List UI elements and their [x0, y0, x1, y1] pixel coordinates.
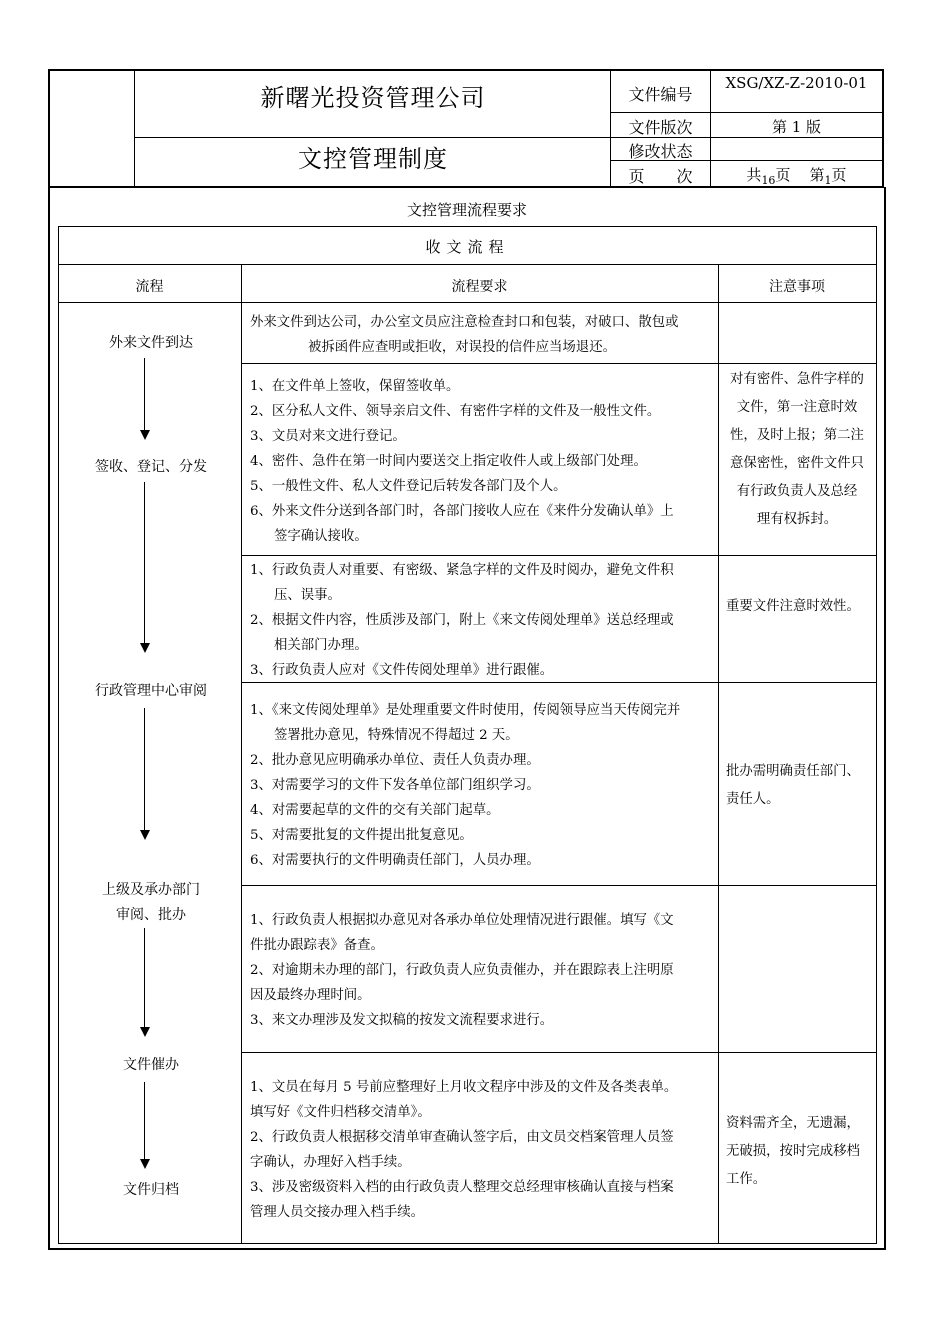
meta-label-revision: 修改状态: [628, 142, 693, 161]
note-row-4: 批办需明确责任部门、 责任人。: [726, 764, 860, 807]
meta-label-page: 页 次: [628, 167, 693, 186]
note-row-3: 重要文件注意时效性。: [726, 599, 860, 614]
sub-title: 收文流程: [425, 238, 510, 256]
requirements-row-2: 1、在文件单上签收，保留签收单。 2、区分私人文件、领导亲启文件、有密件字样的文件及一般性文件。 3、文员对来文进行登记。 4、密件、急件在第一时间内要送交上指定收件人或上级部门处理。 5、一般性文件、私人文件登记后转发各部门及个人。 6、外来文件分送到各部门时，各部门接收人应在《来件分发确认单》上 签字确认接收。: [250, 379, 674, 544]
meta-value-page: 共$_{16}$页 第$_1$页: [746, 166, 847, 187]
requirements-row-5: 1、行政负责人根据拟办意见对各承办单位处理情况进行跟催。填写《文 件批办跟踪表》备查。 2、对逾期未办理的部门，行政负责人应负责催办，并在跟踪表上注明原 因及最终办理时间。 3、来文办理涉及发文拟稿的按发文流程要求进行。: [250, 913, 674, 1028]
flow-step-admin-review: 行政管理中心审阅: [95, 683, 207, 699]
note-row-6: 资料需齐全，无遗漏， 无破损，按时完成移档 工作。: [726, 1116, 860, 1187]
requirements-row-1: 外来文件到达公司，办公室文员应注意检查封口和包装，对破口、散包或 被拆函件应查明或拒收，对误投的信件应当场退还。: [250, 315, 679, 355]
flow-step-archive: 文件归档: [123, 1182, 179, 1198]
column-header-requirements: 流程要求: [451, 279, 508, 295]
flow-step-superior-dept: 上级及承办部门: [102, 882, 200, 898]
company-name: 新曙光投资管理公司: [260, 84, 486, 112]
note-row-2: 对有密件、急件字样的 文件，第一注意时效 性，及时上报；第二注 意保密性，密件文件只 有行政负责人及总经 理有权拆封。: [730, 372, 864, 527]
requirements-row-4: 1、《来文传阅处理单》是处理重要文件时使用，传阅领导应当天传阅完并 签署批办意见，特殊情况不得超过 2 天。 2、批办意见应明确承办单位、责任人负责办理。 3、对需要学习的文件下发各单位部门组织学习。 4、对需要起草的文件的交有关部门起草。 5、对需要批复的文件提出批复意见。 6、对需要执行的文件明确责任部门，人员办理。: [250, 703, 681, 868]
flow-step-signing: 签收、登记、分发: [95, 459, 207, 475]
document-title: 文控管理制度: [298, 145, 448, 173]
column-header-flow: 流程: [135, 279, 164, 295]
meta-value-doc-number: XSG/XZ-Z-2010-01: [725, 74, 868, 92]
flow-step-arrival: 外来文件到达: [109, 335, 193, 351]
meta-value-edition: 第 1 版: [771, 118, 822, 136]
flow-step-approval: 审阅、批办: [116, 907, 186, 923]
requirements-row-6: 1、文员在每月 5 号前应整理好上月收文程序中涉及的文件及各类表单。 填写好《文件归档移交清单》。 2、行政负责人根据移交清单审查确认签字后，由文员交档案管理人员签 字确认，办理好入档手续。 3、涉及密级资料入档的由行政负责人整理交总经理审核确认直接与档案 管理人员交接办理入档手续。: [250, 1080, 678, 1220]
flow-step-follow-up: 文件催办: [123, 1057, 179, 1073]
column-header-notes: 注意事项: [769, 279, 825, 295]
section-title: 文控管理流程要求: [406, 201, 527, 219]
meta-label-edition: 文件版次: [628, 118, 693, 137]
meta-label-doc-number: 文件编号: [628, 85, 693, 104]
requirements-row-3: 1、行政负责人对重要、有密级、紧急字样的文件及时阅办，避免文件积 压、误事。 2、根据文件内容，性质涉及部门，附上《来文传阅处理单》送总经理或 相关部门办理。 3、行政负责人应对《文件传阅处理单》进行跟催。: [250, 563, 674, 678]
